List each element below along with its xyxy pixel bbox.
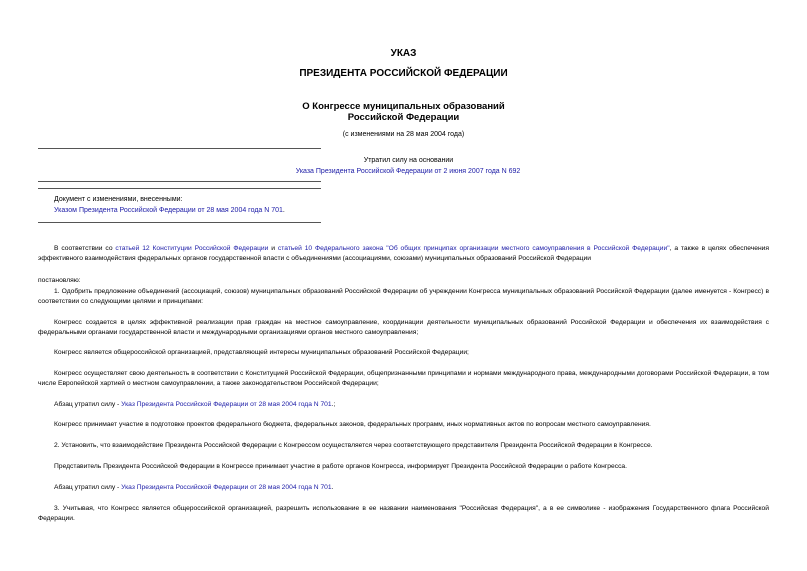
amendments-note: (с изменениями на 28 мая 2004 года): [342, 131, 465, 138]
decree-word: постановляю:: [38, 277, 81, 284]
lost-force-link-text[interactable]: Указа Президента Российской Федерации от 2 июня 2007 года N 692: [295, 168, 521, 175]
lost-force-note: Утратил силу на основании: [363, 157, 454, 164]
p9-link[interactable]: Указ Президента Российской Федерации от 28 мая 2004 года N 701: [121, 484, 332, 491]
decree-name-line2: Российской Федерации: [347, 112, 460, 123]
paragraph-5: [38, 400, 769, 410]
changes-label: Документ с изменениями, внесенными:: [54, 196, 183, 203]
paragraph-4: Конгресс осуществляет свою деятельность в соответствии с Конституцией Российской Федерации, общепризнанными принципами и нормами международного права, международными договорами Российской Федерации, в том числе Европейской хартией о местном самоуправлении, а также законодательством Российской Федерации;: [38, 370, 769, 388]
intro-text-3: , а также в целях обеспечения эффективного взаимодействия федеральных органов государственной власти с объединениями (ассоциациями, союзами) муниципальных образований Российской Федерации: [38, 245, 769, 263]
divider: [38, 222, 321, 223]
paragraph-7: 2. Установить, что взаимодействие Президента Российской Федерации с Конгрессом осуществляется через соответствующего представителя Президента Российской Федерации в Конгрессе.: [54, 442, 653, 449]
paragraph-3: Конгресс является общероссийской организацией, представляющей интересы муниципальных образований Российской Федерации;: [54, 349, 469, 356]
intro-paragraph: [38, 244, 769, 265]
paragraph-1: 1. Одобрить предложение объединений (ассоциаций, союзов) муниципальных образований Российской Федерации об учреждении Конгресса муниципальных образований Российской Федерации (далее именуется - Конгресс) в соответствии со следующими целями и принципами:: [38, 288, 769, 306]
p5-link[interactable]: Указ Президента Российской Федерации от 28 мая 2004 года N 701: [121, 401, 332, 408]
changes-link-suffix: .: [282, 207, 285, 214]
lost-force-link[interactable]: [288, 168, 528, 175]
decree-issuer: ПРЕЗИДЕНТА РОССИЙСКОЙ ФЕДЕРАЦИИ: [299, 68, 508, 79]
p5-suffix: .;: [331, 401, 336, 408]
divider: [38, 181, 321, 182]
p5-prefix: Абзац утратил силу -: [54, 401, 122, 408]
p9-prefix: Абзац утратил силу -: [54, 484, 122, 491]
divider: [38, 148, 321, 149]
paragraph-10: 3. Учитывая, что Конгресс является общероссийской организацией, разрешить использование в ее названии наименования "Российская Федерация", а в ее символике - изображения Государственного флага Российской Федерации.: [38, 505, 769, 523]
changes-line: [54, 207, 285, 214]
constitution-article-link[interactable]: статьей 12 Конституции Российской Федерации: [115, 245, 269, 252]
changes-link[interactable]: Указом Президента Российской Федерации от 28 мая 2004 года N 701: [54, 207, 283, 214]
paragraph-8: Представитель Президента Российской Федерации в Конгрессе принимает участие в работе органов Конгресса, информирует Президента Российской Федерации о работе Конгресса.: [54, 463, 628, 470]
intro-text-1: В соответствии со: [54, 245, 116, 252]
p9-suffix: .: [331, 484, 334, 491]
divider: [38, 188, 321, 189]
paragraph-6: Конгресс принимает участие в подготовке проектов федерального бюджета, федеральных законов, федеральных программ, иных нормативных актов по вопросам местного самоуправления.: [54, 421, 651, 428]
decree-title: УКАЗ: [390, 48, 417, 59]
paragraph-9: [38, 483, 769, 493]
federal-law-link[interactable]: статьей 10 Федерального закона "Об общих принципах организации местного самоуправления в Российской Федерации": [277, 245, 670, 252]
intro-text-2: и: [268, 245, 278, 252]
decree-name-line1: О Конгрессе муниципальных образований: [302, 101, 505, 112]
paragraph-2: Конгресс создается в целях эффективной реализации прав граждан на местное самоуправление, координации деятельности муниципальных образований Российской Федерации и обеспечения их взаимодействия с федеральными органами государственной власти и международными организациями органов местного самоуправления;: [38, 319, 769, 337]
